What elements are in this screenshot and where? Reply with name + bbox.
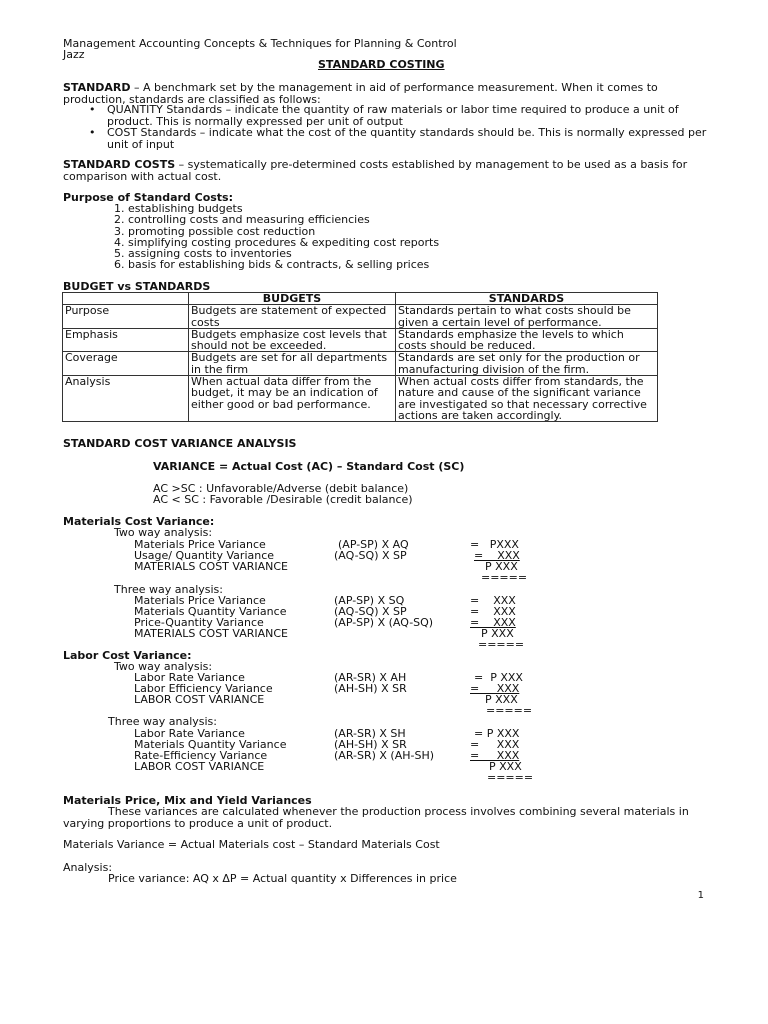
labor-two-way-total: P XXX	[485, 693, 518, 706]
list-item: 2. controlling costs and measuring efficiencies	[114, 213, 370, 227]
variance-amount: = XXX	[470, 738, 520, 751]
variance-name: Materials Price Variance	[134, 538, 266, 551]
variance-formula-cell: (AP-SP) X (AQ-SQ)	[334, 616, 434, 629]
table-row	[63, 328, 658, 352]
table-cell: Standards pertain to what costs should be given a certain level of performance.	[396, 305, 658, 329]
table-cell: Standards emphasize the levels to which costs should be reduced.	[396, 328, 658, 352]
variance-formula-cell: (AP-SP) X SQ	[334, 594, 405, 607]
table-cell: Purpose	[63, 305, 189, 329]
variance-formula-cell: (AR-SR) X SH	[334, 727, 406, 740]
variance-name: Price-Quantity Variance	[134, 616, 264, 629]
labor-three-way-total: P XXX	[489, 760, 522, 773]
bullet-cost-standards: • COST Standards – indicate what the cost of the quantity standards should be. This is normally expressed per unit of input	[85, 127, 707, 150]
table-row	[63, 352, 658, 376]
standard-bullet-list	[85, 104, 707, 150]
mix-yield-heading: Materials Price, Mix and Yield Variances	[63, 794, 312, 807]
table-cell: Emphasis	[63, 328, 189, 352]
materials-three-way-total: P XXX	[481, 627, 514, 640]
labor-three-way-total-label: LABOR COST VARIANCE	[134, 760, 265, 773]
table-cell: Analysis	[63, 376, 189, 422]
materials-two-way-label: Two way analysis:	[114, 526, 213, 539]
table-cell: Standards are set only for the production or manufacturing division of the firm.	[396, 352, 658, 376]
double-underline-rule: =====	[486, 704, 533, 717]
table-row	[63, 376, 658, 422]
table-cell: When actual data differ from the budget, it may be an indication of either good or bad performance.	[189, 376, 396, 422]
variance-heading: STANDARD COST VARIANCE ANALYSIS	[63, 437, 297, 450]
labor-three-way-label: Three way analysis:	[108, 715, 217, 728]
variance-amount: = P XXX	[474, 727, 520, 740]
running-header-author: Jazz	[63, 48, 85, 61]
table-cell: Coverage	[63, 352, 189, 376]
price-variance-formula: Price variance: AQ x ΔP = Actual quantity x Differences in price	[108, 872, 457, 885]
labor-heading: Labor Cost Variance:	[63, 649, 192, 662]
variance-formula-cell: (AH-SH) X SR	[334, 738, 407, 751]
variance-formula: VARIANCE = Actual Cost (AC) – Standard Cost (SC)	[153, 460, 465, 473]
standard-costs-definition	[63, 159, 708, 182]
purpose-list	[114, 203, 439, 271]
analysis-label: Analysis:	[63, 861, 113, 874]
double-underline-rule: =====	[478, 638, 525, 651]
variance-rule-favorable: AC < SC : Favorable /Desirable (credit balance)	[153, 493, 413, 506]
table-cell: When actual costs differ from standards, the nature and cause of the significant variance are investigated so that necessary corrective actions are taken accordingly.	[396, 376, 658, 422]
variance-amount: = P XXX	[474, 671, 523, 684]
variance-name: Materials Quantity Variance	[134, 605, 287, 618]
list-item: 4. simplifying costing procedures & expediting cost reports	[114, 235, 440, 249]
table-row	[0, 683, 768, 695]
comparison-heading: BUDGET vs STANDARDS	[63, 280, 211, 293]
variance-amount: = XXX	[470, 682, 520, 695]
variance-formula-cell: (AR-SR) X AH	[334, 671, 407, 684]
variance-formula-cell: (AR-SR) X (AH-SH)	[334, 749, 435, 762]
standard-term: STANDARD	[63, 81, 131, 94]
variance-name: Rate-Efficiency Variance	[134, 749, 268, 762]
standard-definition	[63, 82, 708, 105]
standard-costs-text: – systematically pre-determined costs established by management to be used as a basis for comparison with actual cost.	[63, 158, 688, 183]
variance-formula-cell: (AP-SP) X AQ	[338, 538, 409, 551]
purpose-heading: Purpose of Standard Costs:	[63, 191, 234, 204]
variance-name: Labor Rate Variance	[134, 671, 245, 684]
table-header-row	[63, 293, 658, 305]
variance-amount: = XXX	[470, 616, 516, 629]
variance-amount: = XXX	[474, 549, 520, 562]
variance-name: Materials Quantity Variance	[134, 738, 287, 751]
materials-variance-formula: Materials Variance = Actual Materials cost – Standard Materials Cost	[63, 838, 440, 851]
variance-formula-cell: (AQ-SQ) X SP	[334, 605, 407, 618]
standard-definition-text: – A benchmark set by the management in aid of performance measurement. When it comes to production, standards are classified as follows:	[63, 81, 658, 106]
double-underline-rule: =====	[481, 571, 528, 584]
labor-two-way-label: Two way analysis:	[114, 660, 213, 673]
materials-two-way-total-label: MATERIALS COST VARIANCE	[134, 560, 289, 573]
bullet-quantity-standards: • QUANTITY Standards – indicate the quantity of raw materials or labor time required to produce a unit of product. This is normally expressed per unit of output	[85, 104, 707, 127]
table-row	[0, 750, 768, 762]
labor-two-way-total-label: LABOR COST VARIANCE	[134, 693, 265, 706]
budget-vs-standards-table	[62, 292, 658, 422]
table-header-cell: BUDGETS	[189, 293, 396, 305]
table-row	[0, 550, 768, 562]
table-row	[63, 305, 658, 329]
variance-amount: = XXX	[470, 605, 516, 618]
table-cell: Budgets are set for all departments in the firm	[189, 352, 396, 376]
double-underline-rule: =====	[487, 771, 534, 784]
list-item: 5. assigning costs to inventories	[114, 247, 292, 261]
materials-heading: Materials Cost Variance:	[63, 515, 215, 528]
variance-name: Labor Efficiency Variance	[134, 682, 273, 695]
list-item: 3. promoting possible cost reduction	[114, 224, 316, 238]
variance-name: Usage/ Quantity Variance	[134, 549, 275, 562]
variance-rule-unfavorable: AC >SC : Unfavorable/Adverse (debit balance)	[153, 482, 409, 495]
variance-formula-cell: (AQ-SQ) X SP	[334, 549, 407, 562]
table-header-cell	[63, 293, 189, 305]
table-header-cell: STANDARDS	[396, 293, 658, 305]
mix-yield-text: These variances are calculated whenever the production process involves combining several materials in varying proportions to produce a unit of product.	[63, 805, 689, 830]
page-number: 1	[697, 890, 704, 901]
table-cell: Budgets are statement of expected costs	[189, 305, 396, 329]
standard-costs-term: STANDARD COSTS	[63, 158, 176, 171]
variance-formula-cell: (AH-SH) X SR	[334, 682, 407, 695]
materials-three-way-label: Three way analysis:	[114, 583, 223, 596]
variance-amount: = XXX	[470, 749, 520, 762]
materials-three-way-total-label: MATERIALS COST VARIANCE	[134, 627, 289, 640]
list-item: 1. establishing budgets	[114, 202, 243, 215]
variance-amount: = PXXX	[470, 538, 519, 551]
document-title: STANDARD COSTING	[318, 58, 445, 71]
variance-name: Materials Price Variance	[134, 594, 266, 607]
table-row	[0, 617, 768, 629]
materials-two-way-total: P XXX	[485, 560, 518, 573]
running-header-title: Management Accounting Concepts & Techniques for Planning & Control	[63, 37, 457, 50]
list-item: 6. basis for establishing bids & contracts, & selling prices	[114, 258, 430, 272]
variance-name: Labor Rate Variance	[134, 727, 245, 740]
variance-amount: = XXX	[470, 594, 516, 607]
table-cell: Budgets emphasize cost levels that should not be exceeded.	[189, 328, 396, 352]
